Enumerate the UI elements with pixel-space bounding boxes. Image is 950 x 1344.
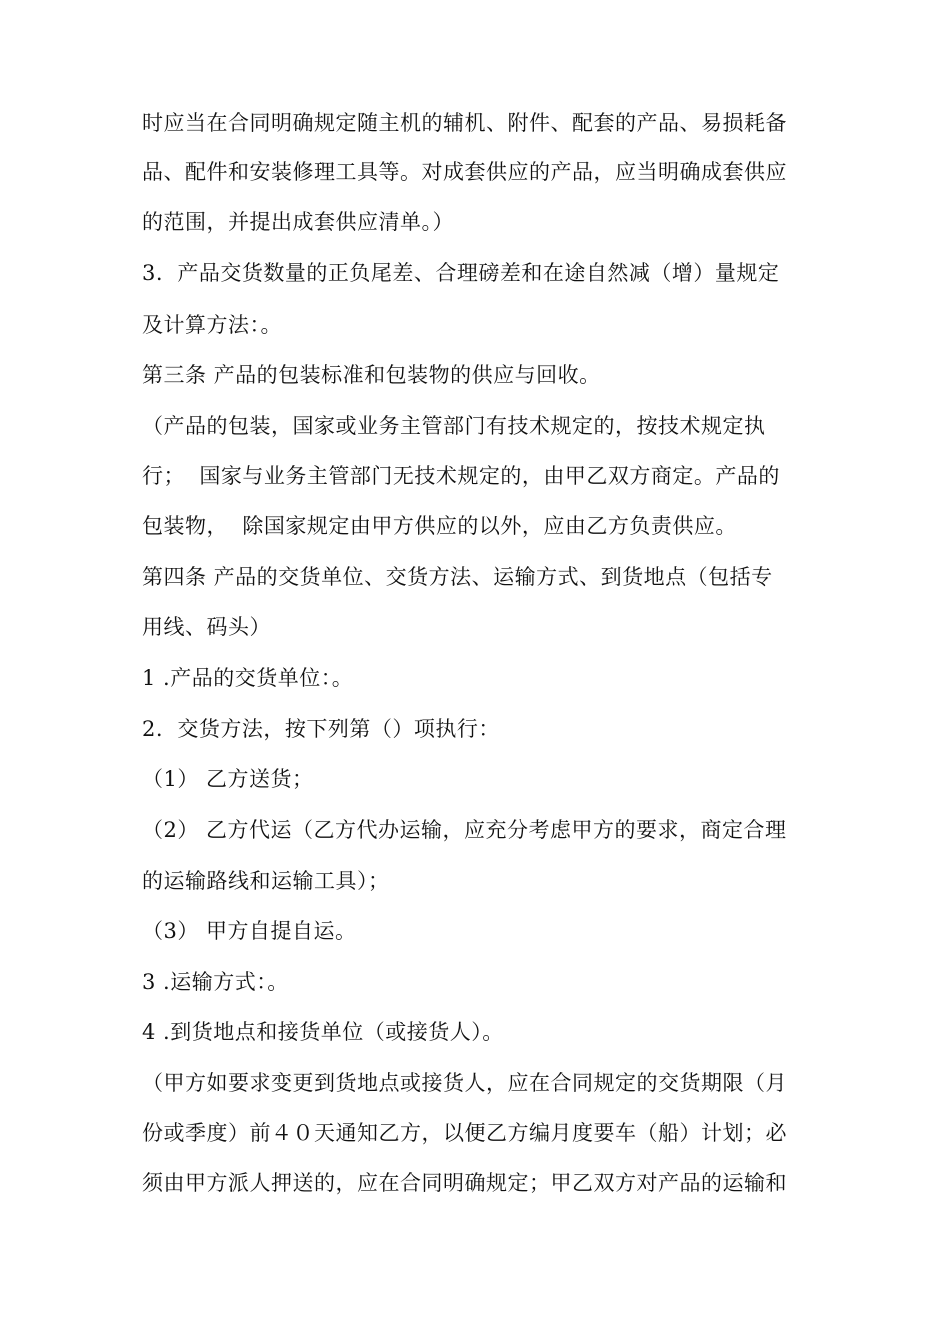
section-heading: 第四条 产品的交货单位、交货方法、运输方式、到货地点（包括专	[142, 565, 773, 589]
section-heading: 第三条 产品的包装标准和包装物的供应与回收。	[142, 363, 601, 387]
text-line: 包装物， 除国家规定由甲方供应的以外，应由乙方负责供应。	[142, 514, 737, 538]
text-line: 的运输路线和运输工具）；	[142, 869, 390, 893]
text-line: 品、配件和安装修理工具等。对成套供应的产品，应当明确成套供应	[142, 160, 787, 184]
text-line: 3 .运输方式：。	[142, 970, 289, 994]
text-line: 行； 国家与业务主管部门无技术规定的，由甲乙双方商定。产品的	[142, 464, 780, 488]
text-line: 2. 交货方法，按下列第（）项执行：	[142, 717, 500, 741]
text-line: 须由甲方派人押送的，应在合同明确规定；甲乙双方对产品的运输和	[142, 1171, 787, 1195]
text-line: 份或季度）前４０天通知乙方，以便乙方编月度要车（船）计划；必	[142, 1121, 787, 1145]
text-line: （2） 乙方代运（乙方代办运输，应充分考虑甲方的要求，商定合理	[142, 818, 787, 842]
text-line: 4 .到货地点和接货单位（或接货人）。	[142, 1020, 504, 1044]
text-line: 3. 产品交货数量的正负尾差、合理磅差和在途自然减（增）量规定	[142, 261, 780, 285]
text-line: 的范围，并提出成套供应清单。）	[142, 210, 454, 234]
text-line: （甲方如要求变更到货地点或接货人，应在合同规定的交货期限（月	[142, 1071, 787, 1095]
text-line: 及计算方法：。	[142, 313, 282, 337]
text-line: 时应当在合同明确规定随主机的辅机、附件、配套的产品、易损耗备	[142, 111, 787, 135]
text-line: 用线、码头）	[142, 615, 271, 639]
text-line: （3） 甲方自提自运。	[142, 919, 357, 943]
text-line: （1） 乙方送货；	[142, 767, 314, 791]
text-line: （产品的包装，国家或业务主管部门有技术规定的，按技术规定执	[142, 414, 766, 438]
text-line: 1 .产品的交货单位：。	[142, 666, 354, 690]
